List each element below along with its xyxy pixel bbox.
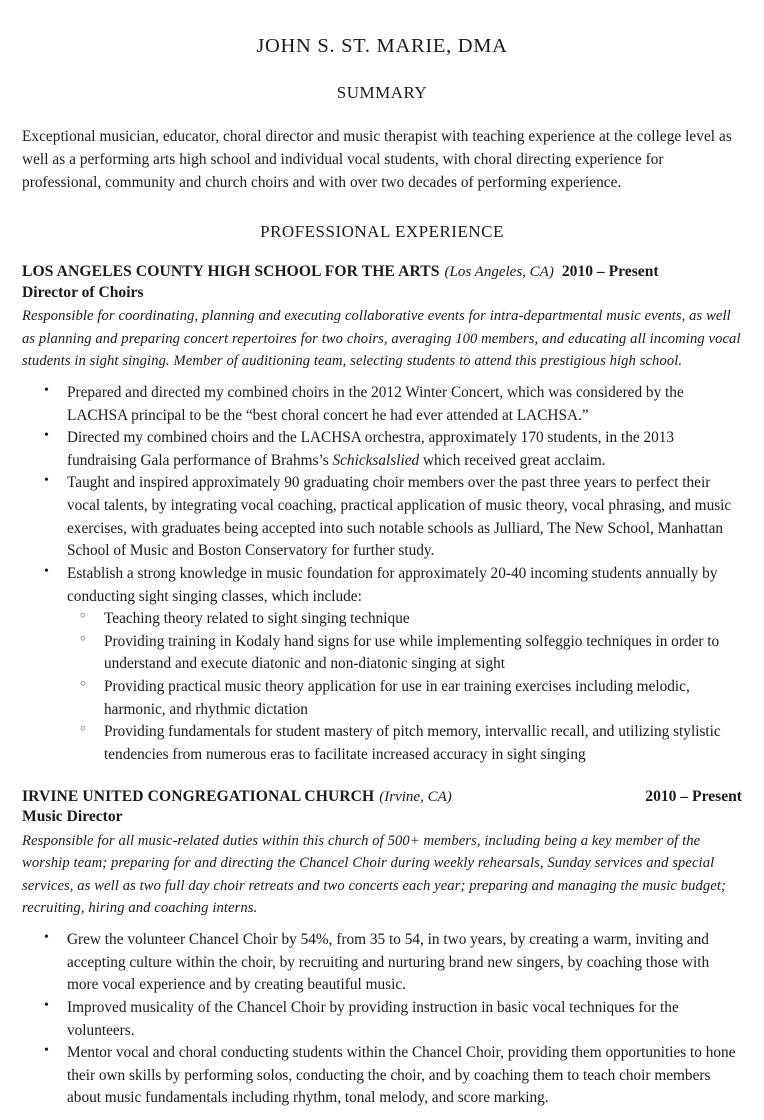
bullet-text: Mentor vocal and choral conducting students within the Chancel Choir, providing them opportunities to hone their own skills by performing solos, conducting the choir, and by coaching them to teach choir members about music fundamentals including rhythm, tonal melody, and score marking. <box>67 1044 736 1107</box>
job-bullet-list <box>22 929 742 1110</box>
bullet-text: Grew the volunteer Chancel Choir by 54%, from 35 to 54, in two years, by creating a warm, inviting and accepting culture within the choir, by recruiting and nurturing brand new singers, by coaching those with more vocal experience and by creating beautiful music. <box>67 931 710 994</box>
bullet-text: Improved musicality of the Chancel Choir by providing instruction in basic vocal techniques for the volunteers. <box>67 998 679 1039</box>
sub-bullet-text: Providing fundamentals for student mastery of pitch memory, intervallic recall, and utilizing stylistic tendencies from numerous eras to facilitate increased accuracy in sight singing <box>104 723 721 763</box>
list-item <box>22 1042 742 1110</box>
job-sub-bullet-list <box>67 608 742 766</box>
job-headline <box>22 262 742 282</box>
summary-paragraph: Exceptional musician, educator, choral director and music therapist with teaching experience at the college level as well as a performing arts high school and individual vocal students, with choral directing experience for professional, community and church choirs and with over two decades of performing experience. <box>22 127 732 192</box>
list-item <box>67 721 742 766</box>
bullet-text: Establish a strong knowledge in music foundation for approximately 20-40 incoming students annually by conducting sight singing classes, which include: <box>67 564 718 605</box>
sub-bullet-text: Providing practical music theory application for use in ear training exercises including melodic, harmonic, and rhythmic dictation <box>104 678 690 718</box>
bullet-text-tail: which received great acclaim. <box>419 451 606 469</box>
list-item <box>22 427 742 472</box>
job-location: (Irvine, CA) <box>379 788 452 805</box>
sub-bullet-text: Teaching theory related to sight singing technique <box>104 610 410 628</box>
list-item <box>22 472 742 563</box>
list-item <box>67 608 742 631</box>
job-headline <box>22 787 742 807</box>
job-bullet-list <box>22 382 742 767</box>
sub-bullet-text: Providing training in Kodaly hand signs for use while implementing solfeggio techniques in order to understand and execute diatonic and non-diatonic singing at sight <box>104 632 720 673</box>
list-item <box>22 929 742 997</box>
job-role: Music Director <box>22 808 123 826</box>
job-organization: LOS ANGELES COUNTY HIGH SCHOOL FOR THE ARTS <box>22 263 440 281</box>
job-role: Director of Choirs <box>22 283 144 301</box>
list-item <box>67 676 742 721</box>
list-item <box>22 382 742 427</box>
section-heading-summary: SUMMARY <box>336 82 428 102</box>
page-title: JOHN S. ST. MARIE, DMA <box>256 35 508 57</box>
bullet-text-italic: Schicksalslied <box>332 451 420 469</box>
job-entry <box>22 787 742 1110</box>
job-dates: 2010 – Present <box>645 787 742 805</box>
list-item <box>22 563 742 767</box>
list-item <box>67 631 742 676</box>
job-description: Responsible for coordinating, planning and executing collaborative events for intra-departmental music events, as well as planning and preparing concert repertoires for two choirs, averaging 100 members, and educating all incoming vocal students in sight singing. Member of auditioning team, selecting students to attend this prestigious high school. <box>22 308 741 370</box>
job-dates: 2010 – Present <box>561 263 659 281</box>
bullet-text: Taught and inspired approximately 90 graduating choir members over the past three years to perfect their vocal talents, by integrating vocal coaching, practical application of music theory, vocal phrasing, and music exercises, with graduates being accepted into such notable schools as Julliard, The New School, Manhattan School of Music and Boston Conservatory for further study. <box>67 474 732 560</box>
section-heading-professional-experience: PROFESSIONAL EXPERIENCE <box>260 221 504 241</box>
job-entry <box>22 262 742 766</box>
job-location: (Los Angeles, CA) <box>444 264 554 281</box>
bullet-text: Directed my combined choirs and the LACHSA orchestra, approximately 170 students, in the 2013 fundraising Gala performance of Brahms’s <box>67 429 675 469</box>
job-description: Responsible for all music-related duties within this church of 500+ members, including being a key member of the worship team; preparing for and directing the Chancel Choir during weekly rehearsals, Sunday services and special services, as well as two full day choir retreats and two concerts each year; preparing and managing the music budget; recruiting, hiring and coaching interns. <box>22 832 726 917</box>
list-item <box>22 997 742 1042</box>
bullet-text: Prepared and directed my combined choirs in the 2012 Winter Concert, which was considered by the LACHSA principal to be the “best choral concert he had ever attended at LACHSA.” <box>67 383 684 424</box>
job-organization: IRVINE UNITED CONGREGATIONAL CHURCH <box>22 787 375 805</box>
